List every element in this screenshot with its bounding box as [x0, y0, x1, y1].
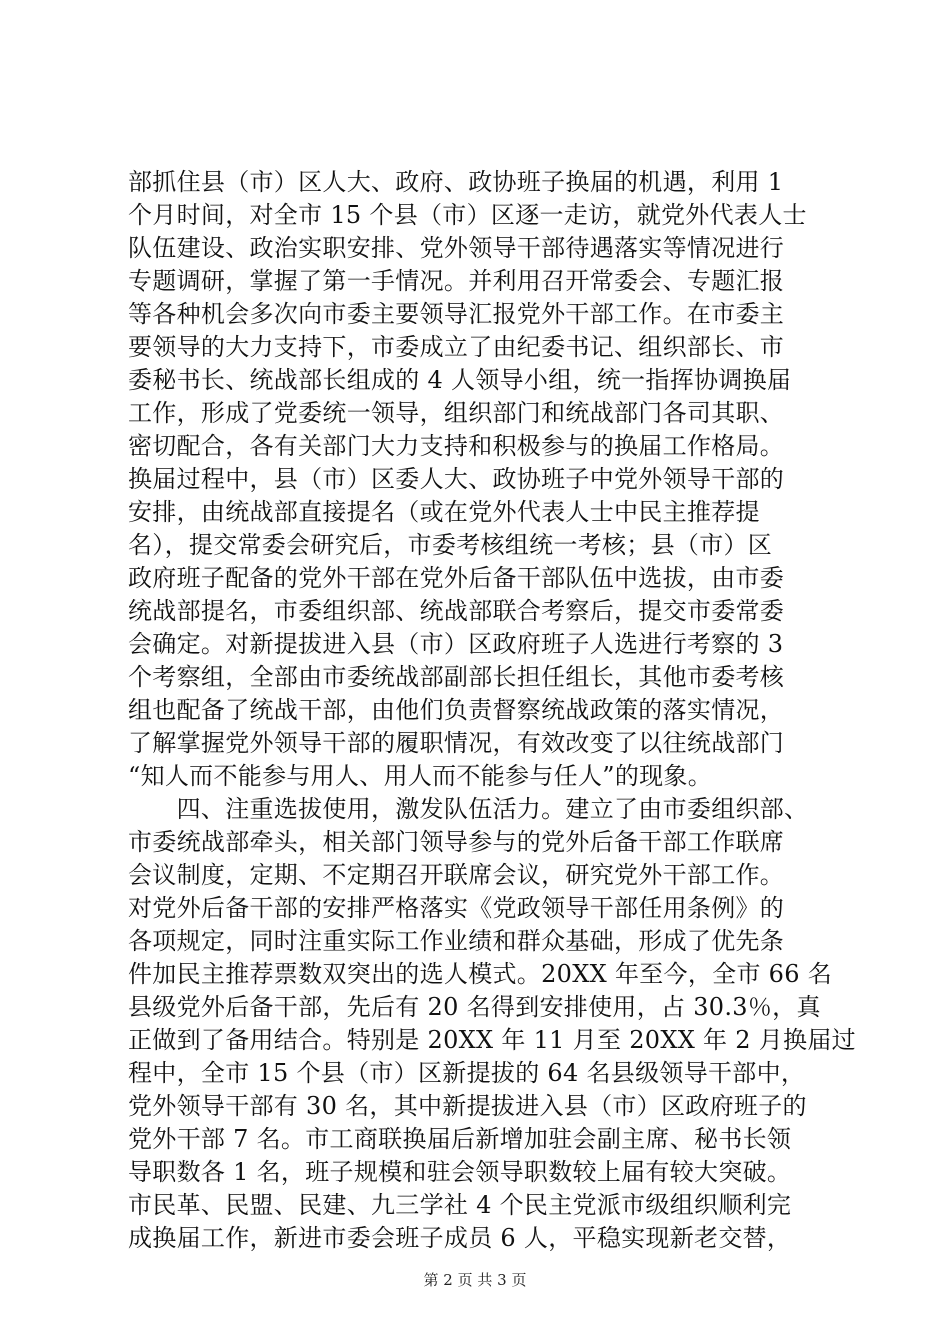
- text-line: 名），提交常委会研究后，市委考核组统一考核；县（市）区: [128, 531, 773, 559]
- text-line: 党外干部 7 名。市工商联换届后新增加驻会副主席、秘书长领: [128, 1125, 792, 1153]
- text-line: 工作，形成了党委统一领导，组织部门和统战部门各司其职、: [128, 399, 785, 427]
- text-line: 程中，全市 15 个县（市）区新提拔的 64 名县级领导干部中，: [128, 1059, 806, 1087]
- text-line: 成换届工作，新进市委会班子成员 6 人，平稳实现新老交替，: [128, 1224, 792, 1252]
- text-line: 等各种机会多次向市委主要领导汇报党外干部工作。在市委主: [128, 300, 785, 328]
- text-line: 市委统战部牵头，相关部门领导参与的党外后备干部工作联席: [128, 828, 785, 856]
- text-line: 导职数各 1 名，班子规模和驻会领导职数较上届有较大突破。: [128, 1158, 792, 1186]
- body-text: [128, 166, 856, 1255]
- text-line: 专题调研，掌握了第一手情况。并利用召开常委会、专题汇报: [128, 267, 785, 295]
- text-line: “知人而不能参与用人、用人而不能参与任人”的现象。: [128, 762, 713, 790]
- text-line: 政府班子配备的党外干部在党外后备干部队伍中选拔，由市委: [128, 564, 785, 592]
- text-line: 会确定。对新提拔进入县（市）区政府班子人选进行考察的 3: [128, 630, 784, 658]
- text-line: 委秘书长、统战部长组成的 4 人领导小组，统一指挥协调换届: [128, 366, 792, 394]
- text-line: 统战部提名，市委组织部、统战部联合考察后，提交市委常委: [128, 597, 785, 625]
- text-line: 个考察组，全部由市委统战部副部长担任组长，其他市委考核: [128, 663, 785, 691]
- text-line: 部抓住县（市）区人大、政府、政协班子换届的机遇，利用 1: [128, 168, 784, 196]
- text-line: 县级党外后备干部，先后有 20 名得到安排使用，占 30.3％，真: [128, 993, 821, 1021]
- text-line: 换届过程中，县（市）区委人大、政协班子中党外领导干部的: [128, 465, 785, 493]
- text-line: 安排，由统战部直接提名（或在党外代表人士中民主推荐提: [128, 498, 760, 526]
- text-line: 件加民主推荐票数双突出的选人模式。20XX 年至今，全市 66 名: [128, 960, 833, 988]
- text-line: 各项规定，同时注重实际工作业绩和群众基础，形成了优先条: [128, 927, 785, 955]
- text-line: 个月时间，对全市 15 个县（市）区逐一走访，就党外代表人士: [128, 201, 807, 229]
- text-line: 会议制度，定期、不定期召开联席会议，研究党外干部工作。: [128, 861, 785, 889]
- page-footer: 第 2 页 共 3 页: [423, 1271, 527, 1289]
- text-line: 对党外后备干部的安排严格落实《党政领导干部任用条例》的: [128, 894, 785, 922]
- text-line: 组也配备了统战干部，由他们负责督察统战政策的落实情况，: [128, 696, 785, 724]
- paragraph-start-line: 四、注重选拔使用，激发队伍活力。建立了由市委组织部、: [128, 795, 809, 823]
- text-line: 密切配合，各有关部门大力支持和积极参与的换届工作格局。: [128, 432, 785, 460]
- text-line: 队伍建设、政治实职安排、党外领导干部待遇落实等情况进行: [128, 234, 785, 262]
- text-line: 市民革、民盟、民建、九三学社 4 个民主党派市级组织顺利完: [128, 1191, 792, 1219]
- text-line: 正做到了备用结合。特别是 20XX 年 11 月至 20XX 年 2 月换届过: [128, 1026, 856, 1054]
- text-line: 党外领导干部有 30 名，其中新提拔进入县（市）区政府班子的: [128, 1092, 807, 1120]
- text-line: 了解掌握党外领导干部的履职情况，有效改变了以往统战部门: [128, 729, 785, 757]
- text-line: 要领导的大力支持下，市委成立了由纪委书记、组织部长、市: [128, 333, 785, 361]
